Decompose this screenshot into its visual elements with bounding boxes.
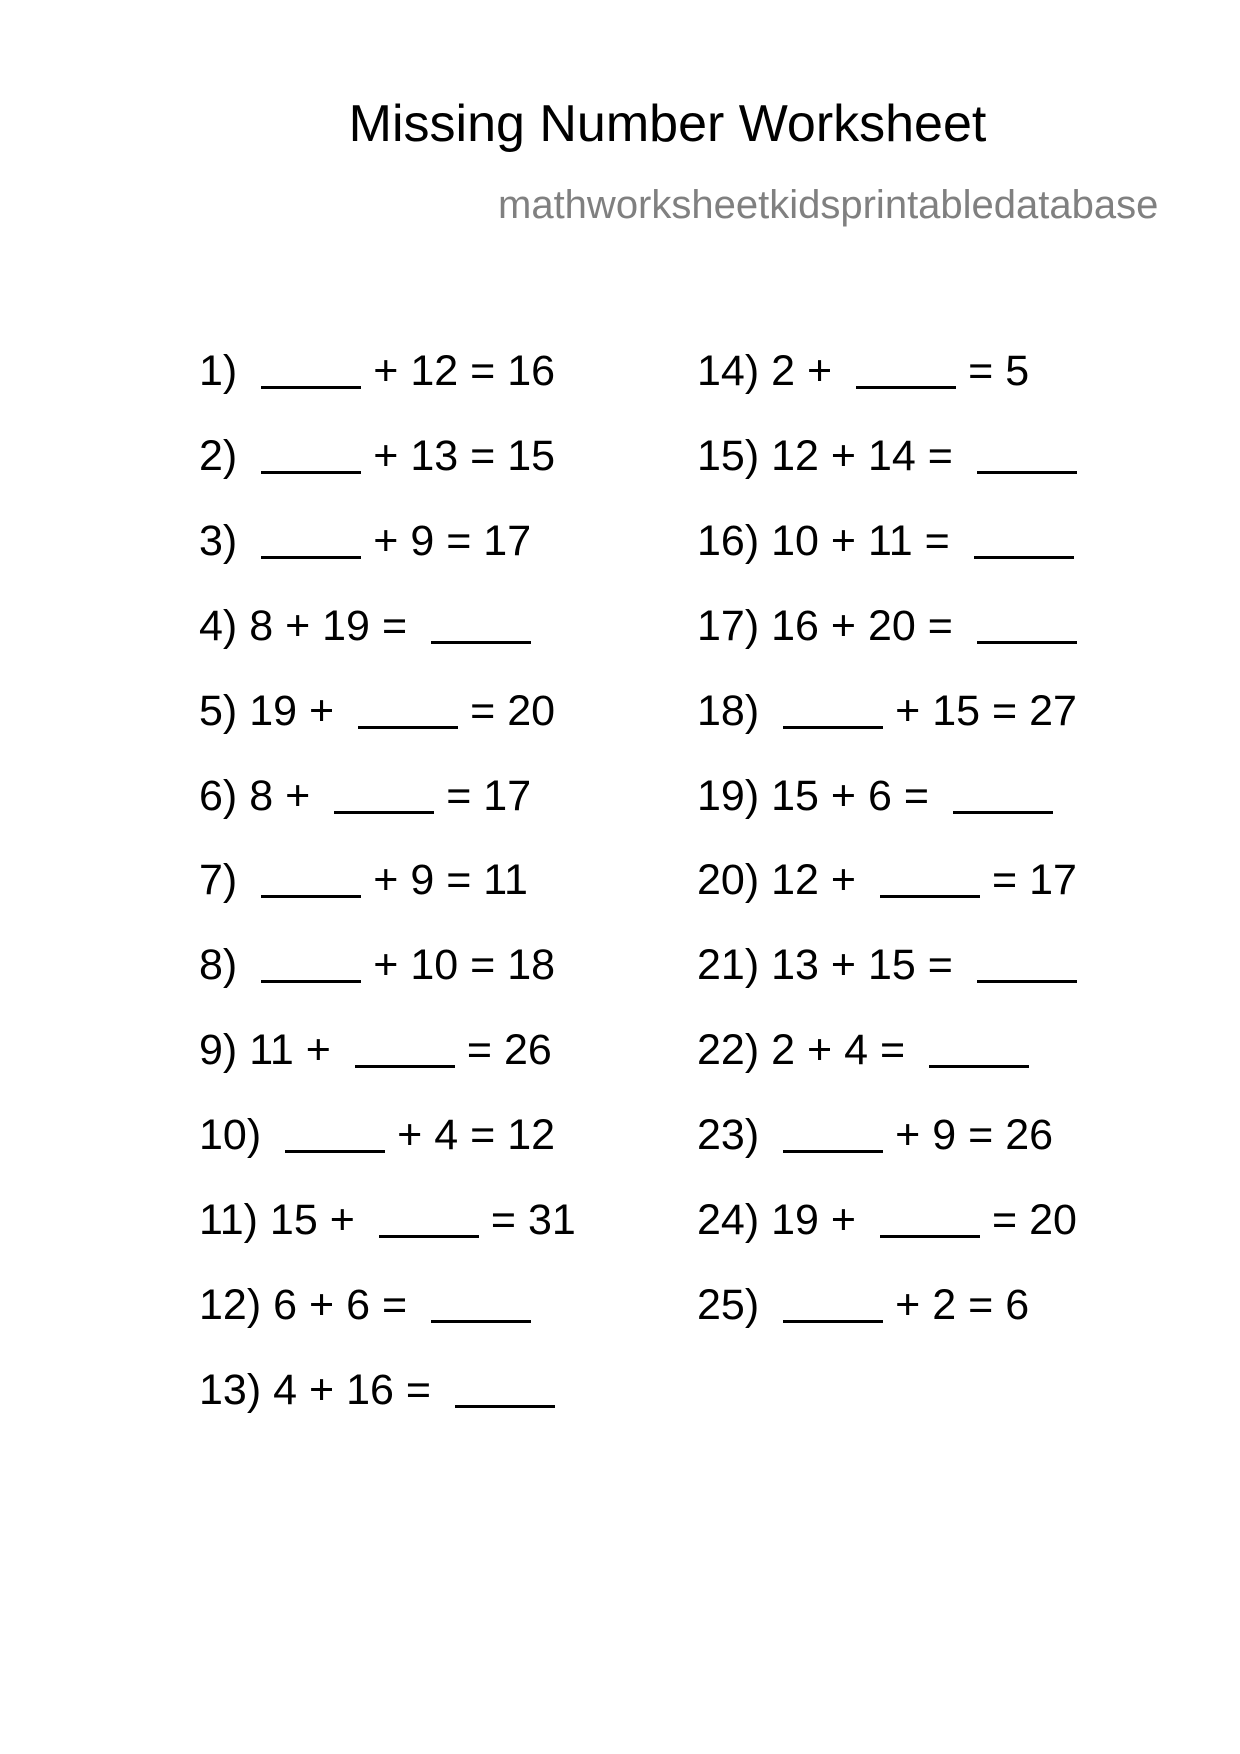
plus-sign: + (830, 941, 857, 990)
problem-item (697, 855, 1077, 905)
operand: 11 (249, 1026, 294, 1075)
plus-sign: + (305, 1026, 331, 1075)
answer-blank[interactable] (880, 1235, 980, 1238)
operand: 20 (507, 686, 556, 735)
equals-sign: = (470, 686, 496, 735)
problem-item (697, 940, 1089, 990)
equals-sign: = (968, 347, 994, 395)
problem-number: 12) (199, 1280, 262, 1329)
operand: 12 (410, 347, 459, 395)
operand: 6 (867, 771, 892, 820)
problem-item (199, 1110, 555, 1160)
operand: 9 (410, 856, 435, 905)
problem-number: 10) (199, 1111, 262, 1160)
problem-item (199, 1025, 552, 1075)
answer-blank[interactable] (358, 726, 458, 729)
problem-item (199, 940, 555, 990)
problem-number: 23) (697, 1111, 760, 1160)
operand: 15 (771, 771, 819, 820)
operand: 15 (507, 431, 556, 480)
equals-sign: = (405, 1365, 431, 1414)
problem-item (697, 516, 1086, 566)
operand: 13 (410, 431, 459, 480)
operand: 26 (1005, 1111, 1054, 1160)
operand: 8 (249, 601, 274, 650)
equals-sign: = (381, 1280, 408, 1329)
equals-sign: = (968, 1280, 994, 1329)
problem-item (697, 1110, 1053, 1160)
operand: 9 (410, 516, 435, 565)
operand: 6 (346, 1280, 370, 1329)
plus-sign: + (285, 601, 311, 650)
operand: 16 (771, 601, 819, 650)
answer-blank[interactable] (974, 556, 1074, 559)
website-watermark: mathworksheetkidsprintabledatabase (498, 183, 1159, 227)
equals-sign: = (381, 601, 408, 650)
answer-blank[interactable] (455, 1405, 555, 1408)
problem-number: 4) (199, 601, 238, 650)
operand: 17 (483, 771, 532, 820)
equals-sign: = (927, 941, 953, 990)
operand: 26 (504, 1026, 552, 1075)
equals-sign: = (490, 1196, 516, 1244)
equals-sign: = (927, 601, 953, 650)
operand: 2 (771, 347, 796, 395)
problem-number: 18) (697, 686, 760, 735)
problem-item (697, 346, 1029, 396)
operand: 11 (483, 856, 528, 905)
problem-number: 17) (697, 601, 760, 650)
equals-sign: = (446, 771, 472, 820)
operand: 15 (269, 1196, 318, 1244)
problem-number: 22) (697, 1026, 760, 1075)
plus-sign: + (830, 1196, 857, 1244)
problem-item (199, 855, 528, 905)
plus-sign: + (806, 347, 833, 395)
equals-sign: = (879, 1026, 906, 1075)
operand: 27 (1029, 686, 1077, 735)
plus-sign: + (373, 941, 399, 990)
equals-sign: = (992, 686, 1018, 735)
equals-sign: = (992, 856, 1018, 905)
problem-number: 21) (697, 941, 760, 990)
problem-number: 2) (199, 431, 238, 480)
plus-sign: + (308, 1280, 335, 1329)
plus-sign: + (285, 771, 311, 820)
operand: 20 (1029, 1196, 1077, 1244)
answer-blank[interactable] (929, 1065, 1029, 1068)
problem-number: 16) (697, 516, 760, 565)
operand: 14 (867, 431, 916, 480)
answer-blank[interactable] (355, 1065, 455, 1068)
plus-sign: + (830, 516, 857, 565)
answer-blank[interactable] (379, 1235, 479, 1238)
equals-sign: = (924, 516, 950, 565)
equals-sign: = (992, 1196, 1018, 1244)
equals-sign: = (927, 431, 953, 480)
plus-sign: + (895, 1111, 921, 1160)
plus-sign: + (308, 1365, 335, 1414)
answer-blank[interactable] (261, 980, 361, 983)
plus-sign: + (830, 856, 857, 905)
answer-blank[interactable] (977, 471, 1077, 474)
operand: 19 (249, 686, 298, 735)
operand: 10 (771, 516, 819, 565)
operand: 13 (771, 941, 819, 990)
plus-sign: + (830, 771, 857, 820)
problem-item (697, 431, 1089, 481)
problem-number: 7) (199, 856, 238, 905)
problem-number: 13) (199, 1365, 262, 1414)
equals-sign: = (968, 1111, 994, 1160)
answer-blank[interactable] (977, 980, 1077, 983)
equals-sign: = (903, 771, 929, 820)
plus-sign: + (830, 601, 857, 650)
problem-number: 19) (697, 771, 760, 820)
answer-blank[interactable] (977, 641, 1077, 644)
answer-blank[interactable] (880, 895, 980, 898)
operand: 17 (1029, 856, 1077, 905)
page-title: Missing Number Worksheet (348, 95, 987, 153)
operand: 12 (507, 1111, 556, 1160)
equals-sign: = (466, 1026, 493, 1075)
operand: 4 (434, 1111, 459, 1160)
equals-sign: = (470, 941, 496, 990)
problem-item (697, 771, 1065, 821)
problem-item (697, 1025, 1041, 1075)
problem-item (199, 686, 555, 736)
operand: 4 (273, 1365, 298, 1414)
problem-number: 11) (199, 1196, 258, 1244)
problem-number: 14) (697, 347, 760, 395)
answer-blank[interactable] (856, 386, 956, 389)
problem-item (199, 346, 555, 396)
answer-blank[interactable] (285, 1150, 385, 1153)
plus-sign: + (373, 856, 399, 905)
problem-item (199, 601, 543, 651)
plus-sign: + (373, 431, 399, 480)
equals-sign: = (446, 516, 472, 565)
operand: 15 (932, 686, 981, 735)
problem-item (199, 516, 531, 566)
answer-blank[interactable] (261, 556, 361, 559)
answer-blank[interactable] (261, 895, 361, 898)
problem-item (199, 1365, 567, 1415)
problem-number: 9) (199, 1026, 238, 1075)
problem-item (199, 1195, 576, 1245)
problem-number: 8) (199, 941, 238, 990)
operand: 19 (322, 601, 370, 650)
problem-item (199, 771, 531, 821)
problem-item (697, 686, 1077, 736)
problem-number: 24) (697, 1196, 760, 1244)
plus-sign: + (308, 686, 335, 735)
operand: 2 (932, 1280, 957, 1329)
problem-item (697, 601, 1089, 651)
problem-number: 1) (199, 347, 238, 395)
problem-item (697, 1280, 1029, 1330)
answer-blank[interactable] (261, 386, 361, 389)
plus-sign: + (895, 1280, 921, 1329)
operand: 12 (771, 856, 819, 905)
operand: 2 (771, 1026, 796, 1075)
plus-sign: + (373, 347, 399, 395)
answer-blank[interactable] (431, 1320, 531, 1323)
operand: 6 (1005, 1280, 1030, 1329)
operand: 4 (844, 1026, 868, 1075)
plus-sign: + (830, 431, 857, 480)
operand: 20 (867, 601, 916, 650)
operand: 17 (483, 516, 532, 565)
problem-number: 20) (697, 856, 760, 905)
operand: 16 (507, 347, 556, 395)
answer-blank[interactable] (783, 1320, 883, 1323)
plus-sign: + (397, 1111, 423, 1160)
operand: 12 (771, 431, 819, 480)
answer-blank[interactable] (783, 726, 883, 729)
answer-blank[interactable] (783, 1150, 883, 1153)
problem-number: 3) (199, 516, 238, 565)
equals-sign: = (446, 856, 472, 905)
problem-number: 5) (199, 686, 238, 735)
operand: 31 (527, 1196, 576, 1244)
operand: 5 (1005, 347, 1030, 395)
problem-number: 15) (697, 431, 760, 480)
operand: 6 (273, 1280, 298, 1329)
plus-sign: + (895, 686, 921, 735)
plus-sign: + (373, 516, 399, 565)
answer-blank[interactable] (953, 811, 1053, 814)
equals-sign: = (470, 347, 496, 395)
equals-sign: = (470, 1111, 496, 1160)
answer-blank[interactable] (334, 811, 434, 814)
operand: 11 (867, 516, 913, 565)
problem-item (697, 1195, 1077, 1245)
operand: 9 (932, 1111, 957, 1160)
answer-blank[interactable] (261, 471, 361, 474)
problem-item (199, 1280, 543, 1330)
problem-item (199, 431, 555, 481)
operand: 19 (771, 1196, 819, 1244)
operand: 16 (346, 1365, 394, 1414)
operand: 10 (410, 941, 459, 990)
problem-number: 6) (199, 771, 238, 820)
problem-number: 25) (697, 1280, 760, 1329)
equals-sign: = (470, 431, 496, 480)
operand: 8 (249, 771, 274, 820)
answer-blank[interactable] (431, 641, 531, 644)
operand: 15 (867, 941, 916, 990)
plus-sign: + (329, 1196, 355, 1244)
plus-sign: + (806, 1026, 833, 1075)
operand: 18 (507, 941, 556, 990)
